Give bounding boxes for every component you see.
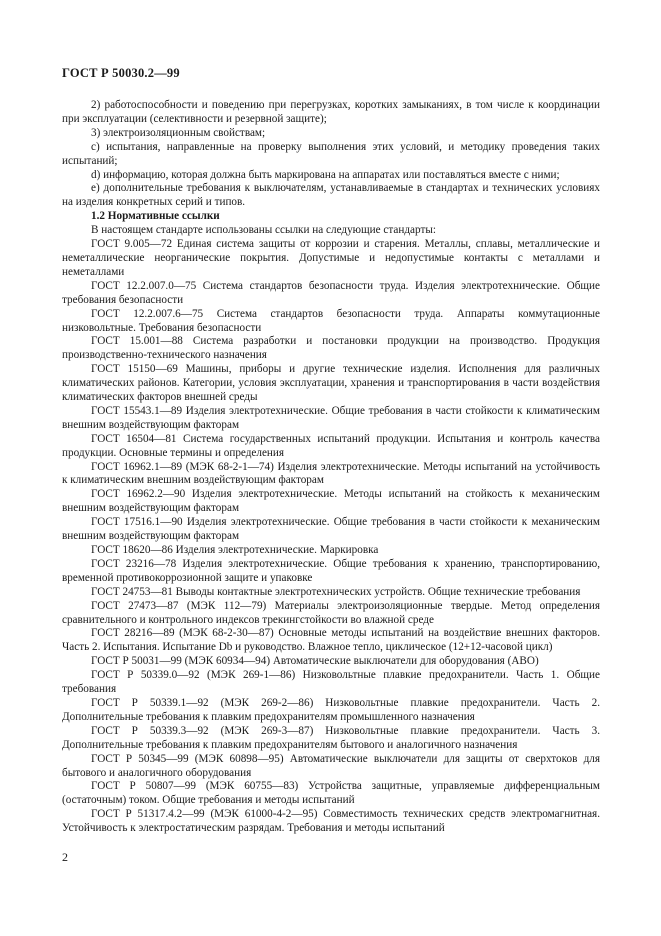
paragraph-intro: В настоящем стандарте использованы ссылки на следующие стандарты: [91, 224, 436, 237]
reference-item: ГОСТ 12.2.007.0—75 Система стандартов безопасности труда. Изделия электротехнические. Общие требования безопасности [62, 279, 600, 306]
reference-item: ГОСТ 16504—81 Система государственных испытаний продукции. Испытания и контроль качества продукции. Основные термины и определения [62, 432, 600, 459]
reference-item: ГОСТ 24753—81 Выводы контактные электротехнических устройств. Общие технические требования [91, 585, 581, 598]
paragraph-item-3: 3) электроизоляционным свойствам; [91, 126, 266, 139]
reference-item: ГОСТ Р 50031—99 (МЭК 60934—94) Автоматические выключатели для оборудования (АВО) [91, 655, 539, 668]
reference-item: ГОСТ Р 50339.3—92 (МЭК 269-3—87) Низковольтные плавкие предохранители. Часть 3. Дополнительные требования к плавким предохранителям бытового и аналогичного назначения [62, 724, 600, 751]
reference-item: ГОСТ Р 50339.1—92 (МЭК 269-2—86) Низковольтные плавкие предохранители. Часть 2. Дополнительные требования к плавким предохранителям промышленного назначения [62, 696, 600, 723]
reference-item: ГОСТ 18620—86 Изделия электротехнические. Маркировка [91, 544, 379, 556]
reference-item: ГОСТ 15150—69 Машины, приборы и другие технические изделия. Исполнения для различных климатических районов. Категории, условия эксплуатации, хранения и транспортирования в части воздействия климатических факторов внешней среды [62, 363, 600, 404]
reference-item: ГОСТ 23216—78 Изделия электротехнические. Общие требования к хранению, транспортированию, временной противокоррозионной защите и упаковке [62, 557, 600, 584]
paragraph-item-d: d) информацию, которая должна быть маркирована на аппаратах или поставляться вместе с ними; [91, 168, 560, 181]
reference-item: ГОСТ 9.005—72 Единая система защиты от коррозии и старения. Металлы, сплавы, металлические и неметаллические неорганические покрытия. Допустимые и недопустимые контакты с металлами и неметаллами [62, 238, 600, 278]
reference-item: ГОСТ Р 50345—99 (МЭК 60898—95) Автоматические выключатели для защиты от сверхтоков для бытового и аналогичного оборудования [62, 752, 600, 779]
paragraph-item-2: 2) работоспособности и поведению при перегрузках, коротких замыканиях, в том числе к координации при эксплуатации (селективности и резервной защите); [62, 99, 600, 125]
document-body [62, 99, 600, 836]
reference-item: ГОСТ Р 51317.4.2—99 (МЭК 61000-4-2—95) Совместимость технических средств электромагнитная. Устойчивость к электростатическим разрядам. Требования и методы испытаний [62, 808, 600, 835]
reference-item: ГОСТ 17516.1—90 Изделия электротехнические. Общие требования в части стойкости к механическим внешним воздействующим факторам [62, 516, 600, 543]
page-number: 2 [62, 850, 68, 864]
reference-item: ГОСТ 15543.1—89 Изделия электротехнические. Общие требования в части стойкости к климатическим внешним воздействующим факторам [62, 404, 600, 431]
reference-item: ГОСТ 15.001—88 Система разработки и постановки продукции на производство. Продукция производственно-технического назначения [62, 335, 600, 362]
reference-item: ГОСТ 16962.1—89 (МЭК 68-2-1—74) Изделия электротехнические. Методы испытаний на устойчивость к климатическим внешним воздействующим факторам [62, 460, 600, 487]
reference-item: ГОСТ 12.2.007.6—75 Система стандартов безопасности труда. Аппараты коммутационные низковольтные. Требования безопасности [62, 307, 600, 334]
document-code-header: ГОСТ Р 50030.2—99 [62, 66, 180, 80]
reference-item: ГОСТ 28216—89 (МЭК 68-2-30—87) Основные методы испытаний на воздействие внешних факторов. Часть 2. Испытания. Испытание Db и руководство. Влажное тепло, циклическое (12+12-часовой цикл) [62, 627, 600, 654]
paragraph-item-e: е) дополнительные требования к выключателям, устанавливаемые в стандартах и технических условиях на изделия конкретных серий и типов. [62, 182, 600, 209]
paragraph-item-c: с) испытания, направленные на проверку выполнения этих условий, и методику проведения таких испытаний; [62, 140, 600, 167]
section-heading-normative-refs: 1.2 Нормативные ссылки [91, 210, 220, 223]
reference-item: ГОСТ Р 50339.0—92 (МЭК 269-1—86) Низковольтные плавкие предохранители. Часть 1. Общие требования [62, 669, 600, 696]
reference-item: ГОСТ Р 50807—99 (МЭК 60755—83) Устройства защитные, управляемые дифференциальным (остаточным) током. Общие требования и методы испытаний [62, 780, 600, 807]
reference-item: ГОСТ 16962.2—90 Изделия электротехнические. Методы испытаний на стойкость к механическим внешним воздействующим факторам [62, 488, 600, 515]
reference-item: ГОСТ 27473—87 (МЭК 112—79) Материалы электроизоляционные твердые. Метод определения сравнительного и контрольного индексов трекингстойкости во влажной среде [62, 599, 600, 626]
